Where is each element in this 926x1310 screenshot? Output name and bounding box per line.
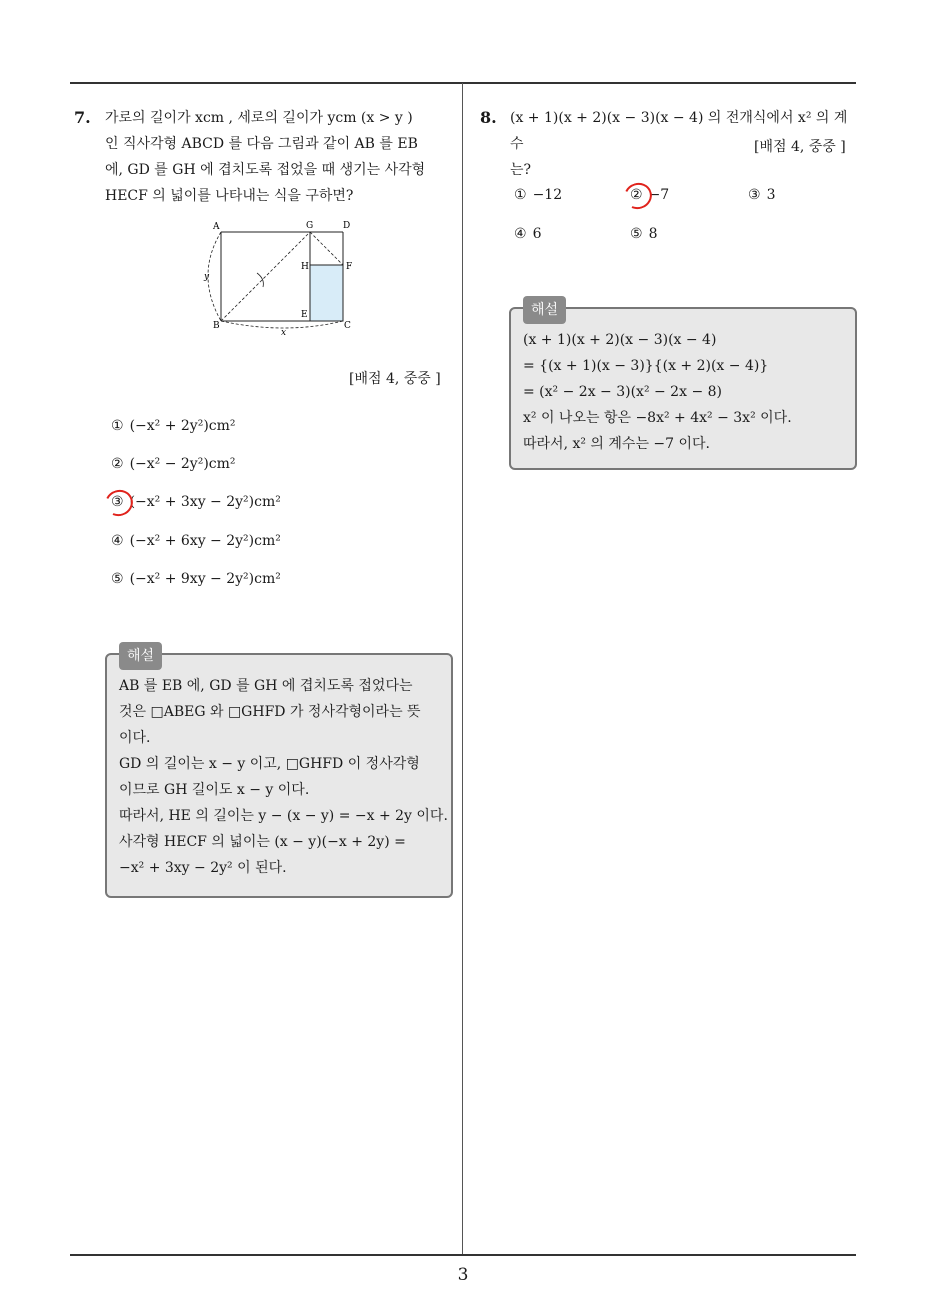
solution-line: AB 를 EB 에, GD 를 GH 에 겹치도록 접었다는 bbox=[119, 678, 413, 694]
label-e: E bbox=[301, 310, 308, 320]
q7-choice-3[interactable] bbox=[111, 494, 281, 510]
solution-line: 이므로 GH 길이도 x − y 이다. bbox=[119, 782, 310, 798]
choice-mark: ① bbox=[514, 187, 527, 203]
choice-mark-selected: ② bbox=[630, 187, 643, 203]
choice-text: (−x² + 2y²)cm² bbox=[129, 418, 236, 434]
solution-line: 따라서, HE 의 길이는 y − (x − y) = −x + 2y 이다. bbox=[119, 808, 448, 824]
q8-solution-box bbox=[509, 302, 857, 470]
solution-line: = (x² − 2x − 3)(x² − 2x − 8) bbox=[523, 384, 722, 400]
q7-text-line: 인 직사각형 ABCD 를 다음 그림과 같이 AB 를 EB bbox=[105, 136, 418, 152]
choice-text: −7 bbox=[648, 187, 670, 203]
top-rule bbox=[70, 82, 856, 84]
choice-text: (−x² + 9xy − 2y²)cm² bbox=[129, 571, 281, 587]
choice-mark-selected: ③ bbox=[111, 494, 124, 510]
solution-line: 사각형 HECF 의 넓이는 (x − y)(−x + 2y) = bbox=[119, 834, 406, 850]
solution-line: (x + 1)(x + 2)(x − 3)(x − 4) bbox=[523, 332, 717, 348]
choice-text: 6 bbox=[532, 226, 542, 242]
q8-text-line: 는? bbox=[510, 162, 532, 178]
q7-choice-4[interactable] bbox=[111, 533, 281, 549]
solution-line: −x² + 3xy − 2y² 이 된다. bbox=[119, 860, 287, 876]
fold-arc-bc bbox=[221, 321, 343, 328]
q7-text-line: HECF 의 넓이를 나타내는 식을 구하면? bbox=[105, 188, 354, 204]
q8-score: [배점 4, 중중 ] bbox=[754, 139, 846, 155]
q8-solution-tab: 해설 bbox=[523, 296, 566, 324]
bottom-rule bbox=[70, 1254, 856, 1256]
q7-score: [배점 4, 중중 ] bbox=[349, 371, 441, 387]
label-b: B bbox=[213, 321, 220, 331]
solution-line: 이다. bbox=[119, 730, 151, 746]
q7-text-line: 에, GD 를 GH 에 겹치도록 접었을 때 생기는 사각형 bbox=[105, 162, 426, 178]
choice-text: 8 bbox=[648, 226, 658, 242]
column-divider bbox=[462, 83, 463, 1255]
q7-number: 7. bbox=[74, 108, 91, 127]
choice-text: (−x² + 6xy − 2y²)cm² bbox=[129, 533, 281, 549]
choice-text: (−x² − 2y²)cm² bbox=[129, 456, 236, 472]
label-d: D bbox=[343, 221, 351, 231]
q8-choice-4[interactable] bbox=[514, 226, 541, 242]
solution-line: = {(x + 1)(x − 3)}{(x + 2)(x − 4)} bbox=[523, 358, 769, 374]
q8-choice-2[interactable] bbox=[630, 187, 669, 203]
choice-text: (−x² + 3xy − 2y²)cm² bbox=[129, 494, 281, 510]
choice-mark: ④ bbox=[514, 226, 527, 242]
q8-choice-5[interactable] bbox=[630, 226, 657, 242]
label-h: H bbox=[301, 262, 309, 272]
q7-choice-5[interactable] bbox=[111, 571, 281, 587]
diagonal-bg bbox=[221, 232, 310, 321]
page-number: 3 bbox=[457, 1265, 469, 1285]
solution-line: x² 이 나오는 항은 −8x² + 4x² − 3x² 이다. bbox=[523, 410, 792, 426]
fold-arc-ab bbox=[208, 232, 221, 321]
q8-number: 8. bbox=[480, 108, 497, 127]
label-x: x bbox=[281, 328, 287, 338]
angle-mark bbox=[257, 273, 263, 287]
choice-mark: ③ bbox=[748, 187, 761, 203]
choice-mark: ② bbox=[111, 456, 124, 472]
q7-choice-2[interactable] bbox=[111, 456, 236, 472]
q8-choice-3[interactable] bbox=[748, 187, 775, 203]
solution-line: 것은 □ABEG 와 □GHFD 가 정사각형이라는 뜻 bbox=[119, 704, 421, 720]
choice-text: 3 bbox=[766, 187, 776, 203]
label-a: A bbox=[213, 222, 220, 232]
label-f: F bbox=[346, 262, 353, 272]
q7-question-text bbox=[105, 105, 455, 209]
label-g: G bbox=[306, 221, 314, 231]
q7-choice-1[interactable] bbox=[111, 418, 236, 434]
label-y: y bbox=[204, 272, 210, 282]
choice-mark: ① bbox=[111, 418, 124, 434]
q7-solution-tab: 해설 bbox=[119, 642, 162, 670]
choice-text: −12 bbox=[532, 187, 563, 203]
choice-mark: ⑤ bbox=[630, 226, 643, 242]
q7-rectangle-figure bbox=[195, 215, 365, 340]
choice-mark: ⑤ bbox=[111, 571, 124, 587]
q8-text-line: (x + 1)(x + 2)(x − 3)(x − 4) 의 전개식에서 x² 의 계수 bbox=[510, 110, 848, 152]
rectangle-hecf-shaded bbox=[310, 265, 343, 321]
q7-text-line: 가로의 길이가 xcm , 세로의 길이가 ycm (x > y ) bbox=[105, 110, 413, 126]
q8-choice-1[interactable] bbox=[514, 187, 562, 203]
q7-solution-box bbox=[105, 648, 453, 898]
diagonal-gf bbox=[310, 232, 343, 265]
choice-mark: ④ bbox=[111, 533, 124, 549]
label-c: C bbox=[344, 321, 351, 331]
solution-line: 따라서, x² 의 계수는 −7 이다. bbox=[523, 436, 711, 452]
solution-line: GD 의 길이는 x − y 이고, □GHFD 이 정사각형 bbox=[119, 756, 420, 772]
